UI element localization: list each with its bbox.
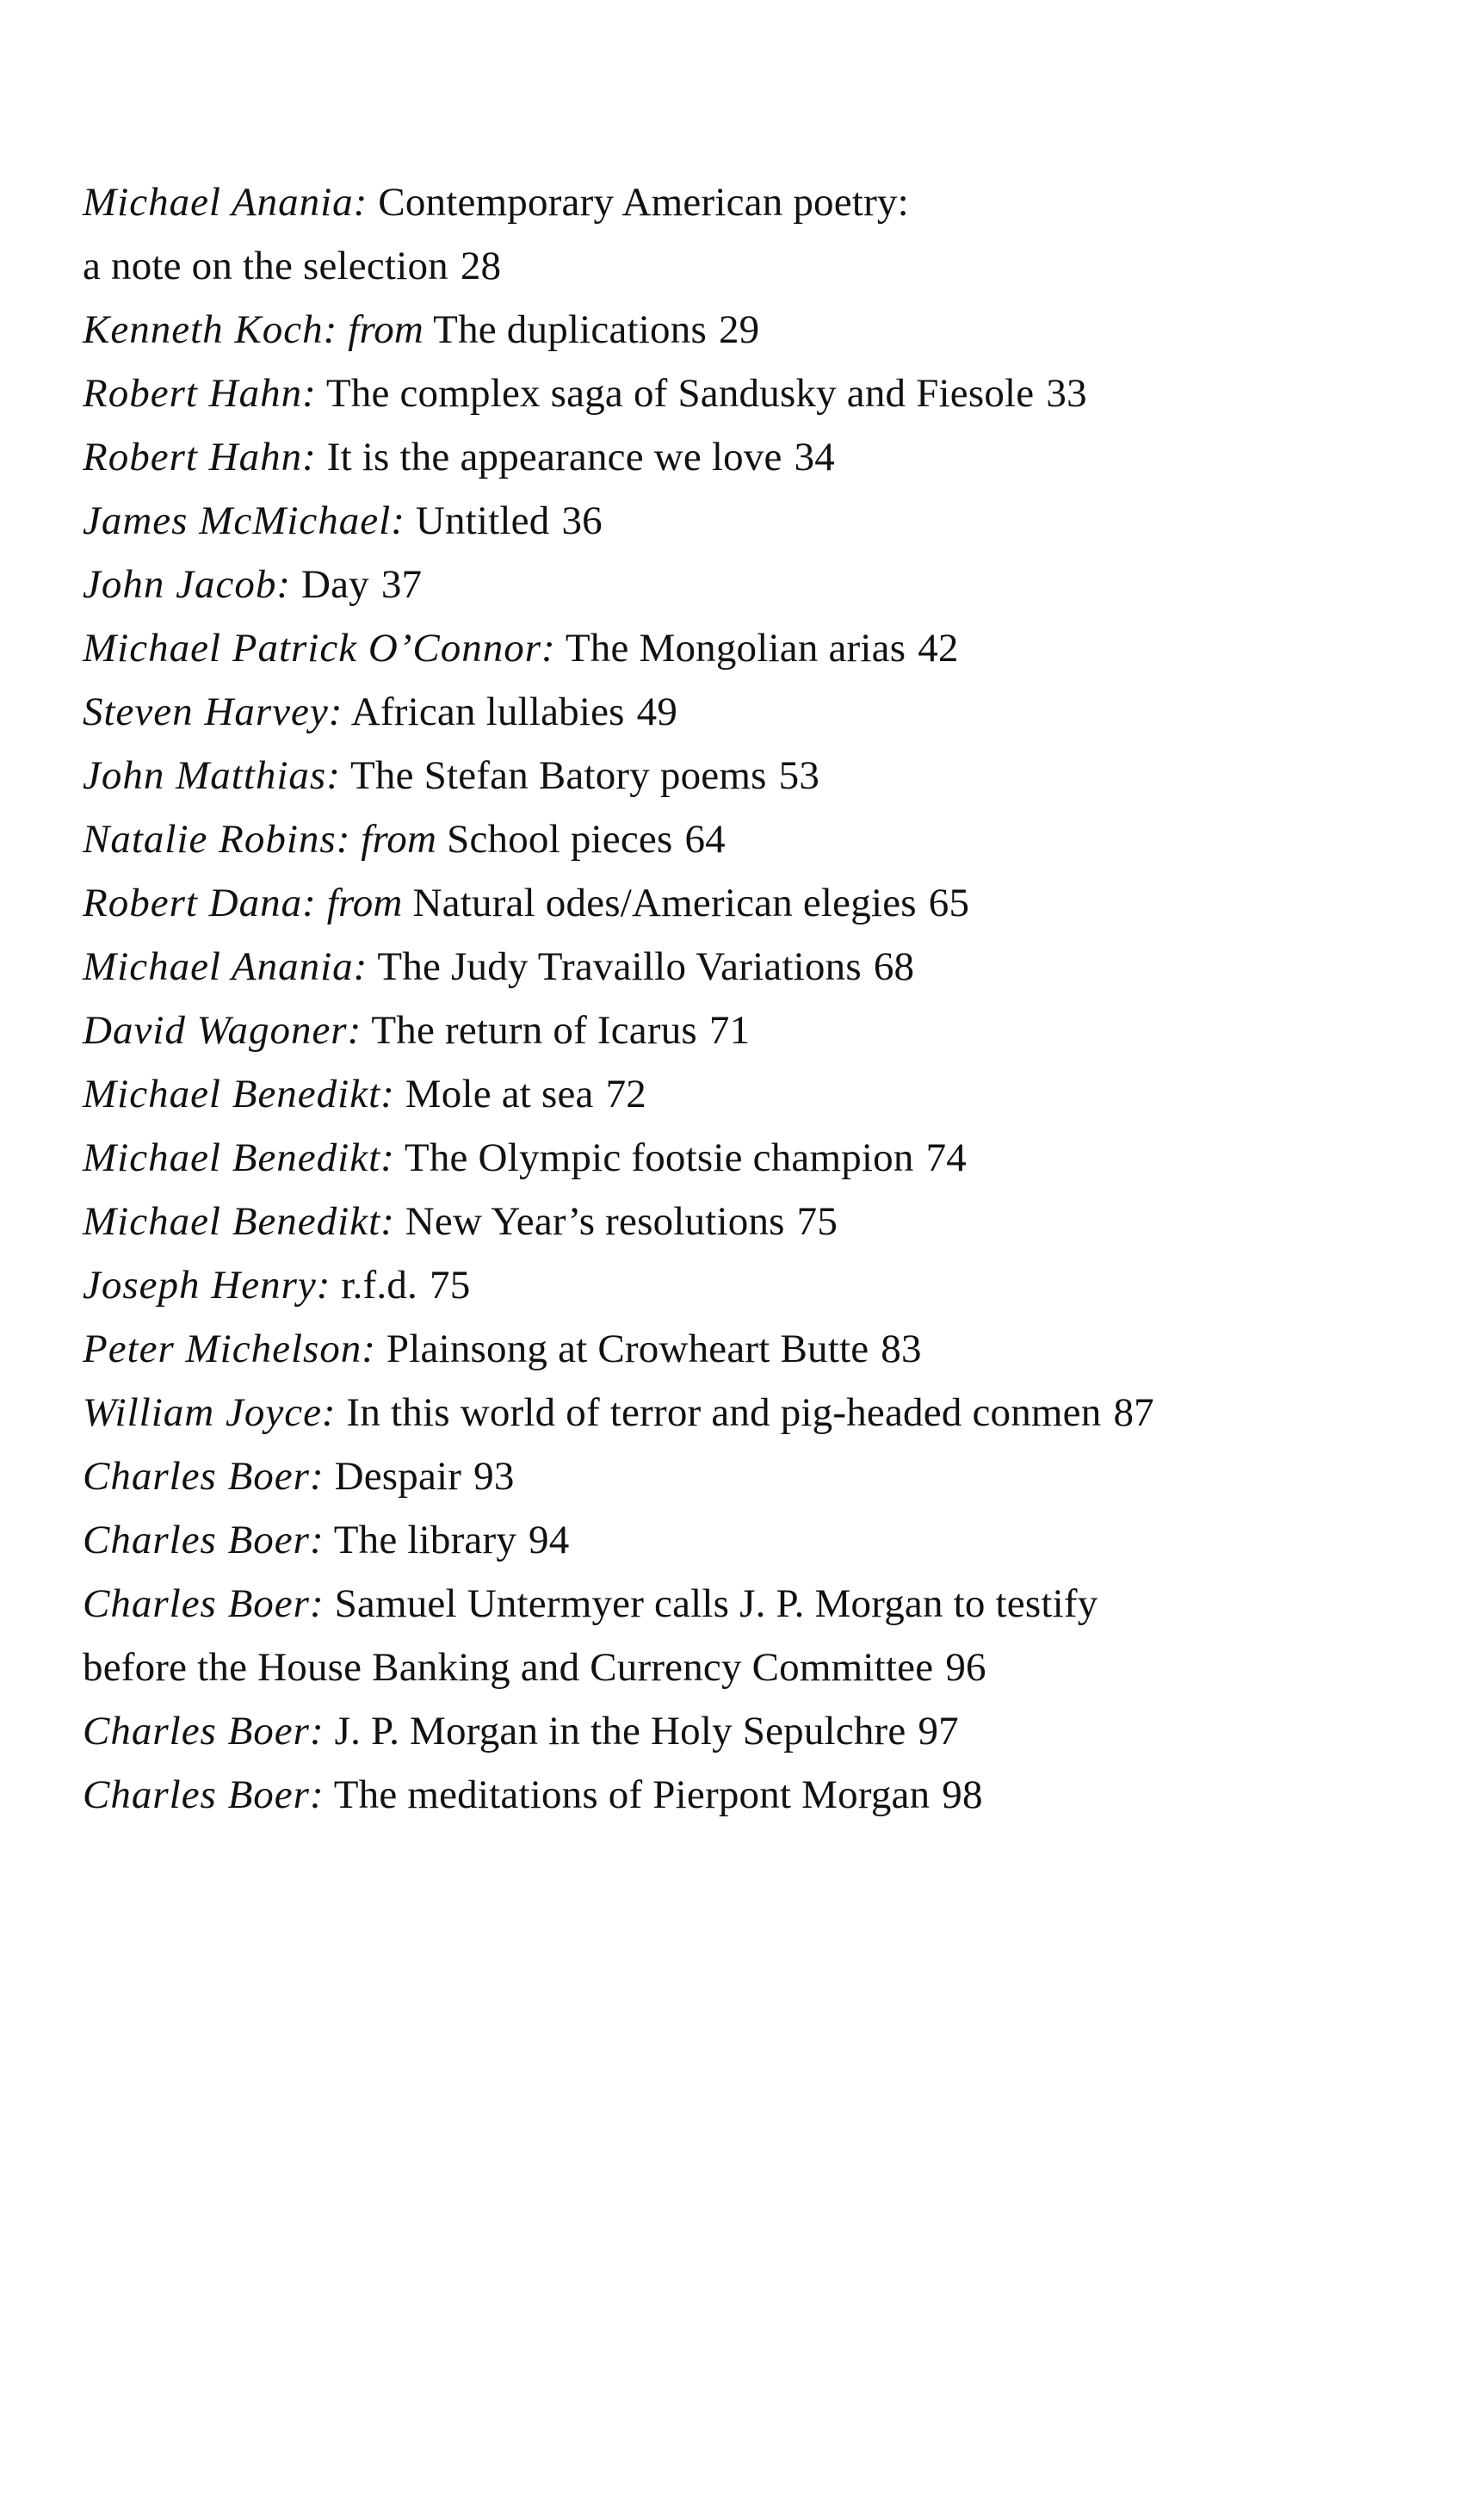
toc-author: Michael Benedikt:	[83, 1072, 395, 1116]
toc-title: The complex saga of Sandusky and Fiesole	[325, 371, 1035, 416]
toc-title: Day	[300, 562, 369, 607]
toc-author: Robert Hahn:	[83, 435, 317, 479]
toc-page-number: 33	[1046, 371, 1087, 416]
toc-author: William Joyce:	[83, 1390, 337, 1435]
toc-author: Michael Patrick O’Connor:	[83, 626, 556, 671]
toc-title-continued: before the House Banking and Currency Committee	[83, 1645, 934, 1690]
toc-title: The Mongolian arias	[565, 626, 906, 671]
toc-entry	[83, 935, 1425, 999]
toc-author: Steven Harvey:	[83, 690, 343, 734]
toc-page-number: 49	[636, 690, 678, 734]
toc-author: Peter Michelson:	[83, 1327, 376, 1371]
toc-title: Contemporary American poetry:	[378, 180, 909, 225]
toc-entry	[83, 744, 1425, 807]
toc-title: Plainsong at Crowheart Butte	[386, 1327, 869, 1371]
toc-author: Natalie Robins:	[83, 817, 351, 862]
toc-title: School pieces	[447, 817, 673, 862]
toc-author: Michael Benedikt:	[83, 1199, 395, 1244]
toc-page-number: 75	[796, 1199, 838, 1244]
toc-entry	[83, 1381, 1425, 1444]
toc-title: r.f.d.	[341, 1263, 417, 1308]
toc-author: Charles Boer:	[83, 1518, 325, 1562]
toc-page-number: 74	[925, 1135, 967, 1180]
toc-title: The duplications	[433, 307, 707, 352]
toc-page-number: 68	[873, 944, 915, 989]
toc-title: African lullabies	[350, 690, 625, 734]
toc-title: Despair	[334, 1454, 462, 1499]
toc-author: David Wagoner:	[83, 1008, 362, 1053]
toc-entry	[83, 999, 1425, 1062]
toc-page-number: 83	[881, 1327, 922, 1371]
toc-page-number: 29	[718, 307, 760, 352]
toc-entry	[83, 1190, 1425, 1253]
toc-author: Michael Anania:	[83, 944, 368, 989]
toc-page-number: 42	[918, 626, 959, 671]
toc-page-number: 98	[942, 1772, 983, 1817]
toc-entry	[83, 298, 1425, 362]
toc-page-number: 75	[430, 1263, 471, 1308]
toc-entry	[83, 362, 1425, 425]
toc-author: John Jacob:	[83, 562, 291, 607]
toc-title: Untitled	[415, 498, 550, 543]
toc-author: Charles Boer:	[83, 1709, 325, 1754]
toc-entry	[83, 170, 1425, 298]
toc-page-number: 28	[460, 244, 502, 288]
toc-entry	[83, 1699, 1425, 1763]
toc-entry	[83, 425, 1425, 489]
toc-page-number: 87	[1113, 1390, 1154, 1435]
toc-title: The meditations of Pierpont Morgan	[333, 1772, 931, 1817]
toc-page-number: 94	[529, 1518, 570, 1562]
toc-author: James McMichael:	[83, 498, 405, 543]
toc-page-number: 64	[684, 817, 726, 862]
table-of-contents	[83, 170, 1425, 1827]
toc-entry	[83, 553, 1425, 616]
toc-author: Robert Dana:	[83, 881, 317, 925]
toc-title: Mole at sea	[405, 1072, 594, 1116]
toc-title: The Olympic footsie champion	[404, 1135, 914, 1180]
toc-page-number: 36	[561, 498, 603, 543]
toc-entry	[83, 616, 1425, 680]
toc-entry	[83, 1763, 1425, 1827]
toc-title: The return of Icarus	[371, 1008, 697, 1053]
toc-title: Natural odes/American elegies	[412, 881, 917, 925]
toc-author: Charles Boer:	[83, 1581, 325, 1626]
toc-author: Joseph Henry:	[83, 1263, 331, 1308]
toc-page-number: 34	[794, 435, 835, 479]
toc-author: Michael Benedikt:	[83, 1135, 395, 1180]
toc-page-number: 65	[928, 881, 970, 925]
toc-from-prefix: from	[348, 307, 424, 352]
toc-title: New Year’s resolutions	[405, 1199, 785, 1244]
toc-title: It is the appearance we love	[326, 435, 782, 479]
toc-entry	[83, 1253, 1425, 1317]
toc-entry	[83, 871, 1425, 935]
toc-author: Charles Boer:	[83, 1454, 325, 1499]
toc-title-continued: a note on the selection	[83, 244, 448, 288]
toc-entry	[83, 1508, 1425, 1572]
toc-author: Michael Anania:	[83, 180, 368, 225]
toc-from-prefix: from	[326, 881, 403, 925]
toc-entry	[83, 1572, 1425, 1699]
toc-entry-line	[83, 1572, 1425, 1636]
toc-title: Samuel Untermyer calls J. P. Morgan to testify	[334, 1581, 1098, 1626]
toc-entry-line	[83, 234, 1425, 298]
toc-title: The Judy Travaillo Variations	[377, 944, 862, 989]
toc-from-prefix: from	[361, 817, 437, 862]
toc-page-number: 53	[778, 753, 820, 798]
toc-page-number: 97	[918, 1709, 959, 1754]
toc-author: Charles Boer:	[83, 1772, 325, 1817]
toc-entry	[83, 489, 1425, 553]
toc-title: The library	[333, 1518, 517, 1562]
toc-entry	[83, 1444, 1425, 1508]
toc-page-number: 71	[708, 1008, 751, 1053]
toc-page-number: 37	[380, 562, 423, 607]
toc-entry	[83, 680, 1425, 744]
toc-entry	[83, 1317, 1425, 1381]
toc-title: J. P. Morgan in the Holy Sepulchre	[334, 1709, 906, 1754]
toc-author: Robert Hahn:	[83, 371, 317, 416]
toc-title: In this world of terror and pig-headed conmen	[346, 1390, 1102, 1435]
toc-entry	[83, 807, 1425, 871]
toc-entry	[83, 1126, 1425, 1190]
toc-title: The Stefan Batory poems	[350, 753, 767, 798]
toc-author: John Matthias:	[83, 753, 341, 798]
toc-page-number: 72	[605, 1072, 647, 1116]
toc-entry-line	[83, 170, 1425, 234]
toc-entry	[83, 1062, 1425, 1126]
toc-page-number: 96	[945, 1645, 986, 1690]
toc-author: Kenneth Koch:	[83, 307, 338, 352]
toc-entry-line	[83, 1636, 1425, 1699]
toc-page-number: 93	[473, 1454, 515, 1499]
